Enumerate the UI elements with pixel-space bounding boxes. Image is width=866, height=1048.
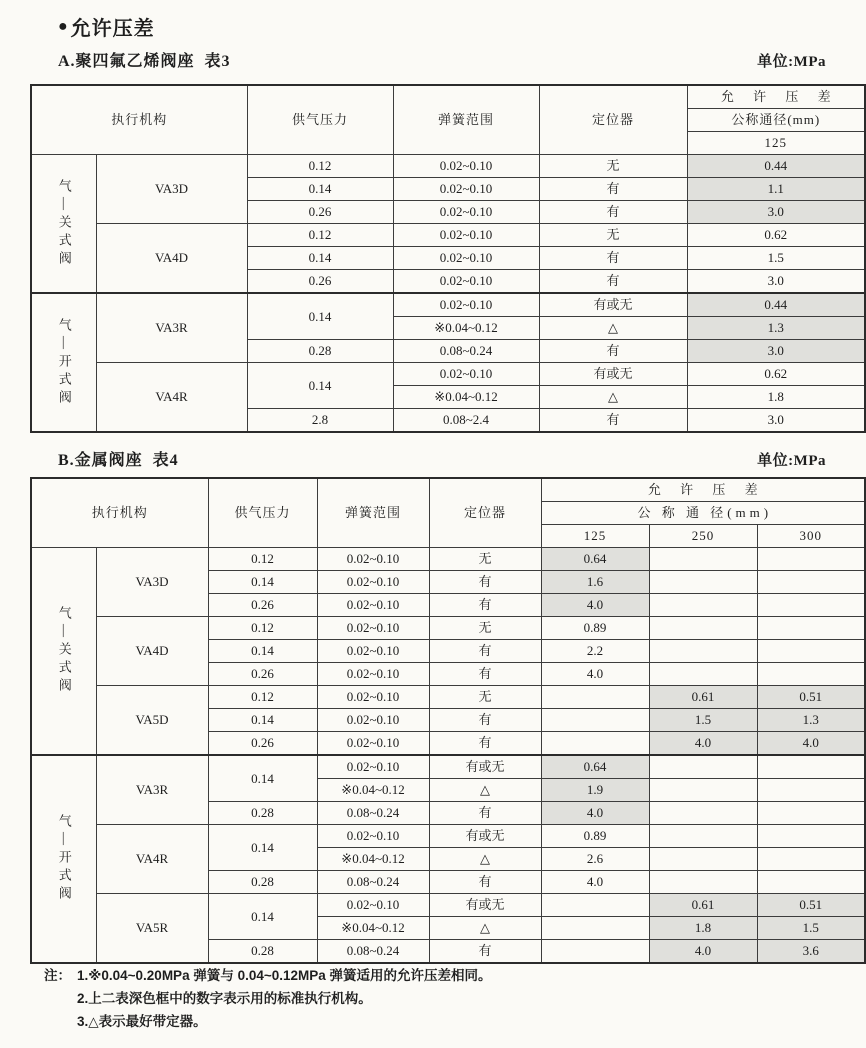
cell-supply: 0.14	[208, 825, 317, 871]
cell-supply: 0.28	[247, 340, 393, 363]
cell-spring: 0.02~0.10	[317, 617, 429, 640]
cell-dp-300	[757, 617, 865, 640]
table-row	[31, 755, 865, 779]
cell-dp-125: 4.0	[541, 663, 649, 686]
cell-positioner: 有	[539, 247, 687, 270]
cell-spring: 0.08~0.24	[317, 940, 429, 964]
cell-dp-300: 1.3	[757, 709, 865, 732]
table-row	[31, 825, 865, 848]
table-a-caption: A.聚四氟乙烯阀座 表3	[58, 53, 231, 70]
cell-dp-250	[649, 825, 757, 848]
cell-positioner: 无	[429, 617, 541, 640]
notes-label: 注：	[44, 968, 71, 983]
cell-dp-250: 1.5	[649, 709, 757, 732]
cell-dp-125: 4.0	[541, 802, 649, 825]
cell-dp-300	[757, 594, 865, 617]
table-metal-seat	[30, 477, 866, 964]
cell-supply: 0.12	[247, 224, 393, 247]
header-nominal-dn: 公称通径(mm)	[687, 109, 865, 132]
cell-supply: 0.14	[247, 363, 393, 409]
table-row	[31, 894, 865, 917]
header-dn-250: 250	[649, 525, 757, 548]
cell-dp-300	[757, 663, 865, 686]
header-actuator: 执行机构	[31, 85, 247, 155]
group-air-to-open: 气—开式阀	[31, 293, 96, 432]
cell-dp-300	[757, 755, 865, 779]
header-allowed-dp: 允 许 压 差	[687, 85, 865, 109]
cell-dp-300	[757, 871, 865, 894]
model-va3d: VA3D	[96, 548, 208, 617]
model-va5d: VA5D	[96, 686, 208, 756]
table-row	[31, 548, 865, 571]
cell-supply: 0.14	[208, 571, 317, 594]
cell-dp-125: 1.5	[687, 247, 865, 270]
cell-positioner: 有	[429, 940, 541, 964]
cell-dp-125	[541, 732, 649, 756]
header-actuator: 执行机构	[31, 478, 208, 548]
table-b-caption: B.金属阀座 表4	[58, 452, 179, 469]
cell-supply: 0.26	[208, 663, 317, 686]
cell-dp-300	[757, 802, 865, 825]
cell-dp-125	[541, 686, 649, 709]
header-spring-range: 弹簧范围	[317, 478, 429, 548]
cell-dp-250: 1.8	[649, 917, 757, 940]
cell-spring: 0.02~0.10	[393, 247, 539, 270]
table-row	[31, 155, 865, 178]
cell-spring: 0.08~2.4	[393, 409, 539, 433]
bullet-icon: ●	[58, 17, 69, 35]
cell-positioner: 无	[539, 224, 687, 247]
model-va4r: VA4R	[96, 825, 208, 894]
cell-spring: 0.02~0.10	[393, 224, 539, 247]
cell-dp-250	[649, 779, 757, 802]
cell-dp-125	[541, 894, 649, 917]
cell-spring: 0.02~0.10	[393, 178, 539, 201]
cell-positioner: 有	[429, 732, 541, 756]
cell-spring: 0.02~0.10	[317, 663, 429, 686]
header-positioner: 定位器	[539, 85, 687, 155]
cell-positioner: 无	[429, 548, 541, 571]
table-row	[31, 224, 865, 247]
cell-dp-125: 3.0	[687, 270, 865, 294]
cell-spring: 0.08~0.24	[317, 871, 429, 894]
cell-dp-125	[541, 709, 649, 732]
cell-supply: 0.28	[208, 940, 317, 964]
cell-supply: 0.14	[208, 709, 317, 732]
cell-positioner: △	[539, 317, 687, 340]
model-va5r: VA5R	[96, 894, 208, 964]
cell-dp-300	[757, 571, 865, 594]
cell-spring: 0.02~0.10	[317, 548, 429, 571]
cell-dp-125: 2.2	[541, 640, 649, 663]
cell-dp-250: 0.61	[649, 894, 757, 917]
cell-supply: 2.8	[247, 409, 393, 433]
cell-dp-125: 0.89	[541, 617, 649, 640]
header-supply-pressure: 供气压力	[247, 85, 393, 155]
cell-supply: 0.14	[247, 247, 393, 270]
cell-spring: 0.02~0.10	[393, 293, 539, 317]
table-a-caption-row	[58, 48, 826, 71]
cell-positioner: 有	[539, 178, 687, 201]
cell-supply: 0.14	[208, 755, 317, 802]
note-item-1: 1.※0.04~0.20MPa 弹簧与 0.04~0.12MPa 弹簧适用的允许压差相同。	[77, 968, 492, 983]
cell-dp-300	[757, 640, 865, 663]
cell-supply: 0.26	[247, 270, 393, 294]
cell-dp-250	[649, 617, 757, 640]
cell-spring: 0.02~0.10	[393, 363, 539, 386]
cell-spring: 0.02~0.10	[317, 894, 429, 917]
cell-spring: 0.02~0.10	[393, 201, 539, 224]
cell-supply: 0.14	[208, 894, 317, 940]
cell-positioner: 有或无	[539, 363, 687, 386]
note-item-2: 2.上二表深色框中的数字表示用的标准执行机构。	[77, 991, 372, 1006]
cell-dp-125: 4.0	[541, 594, 649, 617]
cell-spring: 0.08~0.24	[317, 802, 429, 825]
footnotes	[44, 964, 836, 1033]
cell-dp-250	[649, 640, 757, 663]
table-b-unit-label: 单位:MPa	[757, 453, 826, 469]
cell-supply: 0.28	[208, 871, 317, 894]
cell-spring: 0.02~0.10	[393, 270, 539, 294]
cell-dp-250	[649, 848, 757, 871]
cell-spring: ※0.04~0.12	[317, 917, 429, 940]
header-supply-pressure: 供气压力	[208, 478, 317, 548]
cell-spring: 0.02~0.10	[317, 732, 429, 756]
cell-positioner: 有	[429, 640, 541, 663]
cell-dp-300	[757, 848, 865, 871]
cell-dp-125: 0.64	[541, 548, 649, 571]
cell-positioner: 有	[539, 340, 687, 363]
cell-spring: ※0.04~0.12	[317, 848, 429, 871]
cell-positioner: 有	[429, 871, 541, 894]
header-dn-125: 125	[687, 132, 865, 155]
table-row	[31, 686, 865, 709]
cell-dp-125: 0.62	[687, 224, 865, 247]
cell-dp-300: 4.0	[757, 732, 865, 756]
cell-dp-250	[649, 548, 757, 571]
cell-dp-250: 4.0	[649, 732, 757, 756]
table-row	[31, 293, 865, 317]
header-dn-300: 300	[757, 525, 865, 548]
cell-positioner: 有或无	[429, 755, 541, 779]
cell-dp-125: 0.44	[687, 293, 865, 317]
cell-supply: 0.12	[247, 155, 393, 178]
group-air-to-close: 气—关式阀	[31, 155, 96, 294]
group-air-to-close: 气—关式阀	[31, 548, 96, 756]
cell-dp-125: 1.1	[687, 178, 865, 201]
cell-supply: 0.26	[208, 594, 317, 617]
cell-dp-125: 1.9	[541, 779, 649, 802]
cell-spring: 0.02~0.10	[317, 709, 429, 732]
cell-dp-250: 4.0	[649, 940, 757, 964]
cell-spring: 0.02~0.10	[317, 571, 429, 594]
header-nominal-dn: 公 称 通 径(mm)	[541, 502, 865, 525]
cell-dp-250	[649, 755, 757, 779]
header-spring-range: 弹簧范围	[393, 85, 539, 155]
cell-dp-300: 0.51	[757, 686, 865, 709]
cell-positioner: 有	[429, 571, 541, 594]
cell-dp-125: 1.8	[687, 386, 865, 409]
cell-spring: 0.02~0.10	[317, 825, 429, 848]
header-positioner: 定位器	[429, 478, 541, 548]
model-va3d: VA3D	[96, 155, 247, 224]
cell-supply: 0.12	[208, 686, 317, 709]
model-va3r: VA3R	[96, 293, 247, 363]
cell-spring: ※0.04~0.12	[393, 317, 539, 340]
cell-positioner: 有	[429, 594, 541, 617]
cell-dp-125: 0.64	[541, 755, 649, 779]
cell-dp-250	[649, 871, 757, 894]
cell-dp-125: 3.0	[687, 340, 865, 363]
model-va4r: VA4R	[96, 363, 247, 433]
cell-positioner: △	[429, 917, 541, 940]
cell-spring: 0.02~0.10	[317, 640, 429, 663]
cell-positioner: △	[429, 848, 541, 871]
cell-spring: ※0.04~0.12	[393, 386, 539, 409]
cell-positioner: 有	[539, 270, 687, 294]
cell-dp-125: 1.3	[687, 317, 865, 340]
header-dn-125: 125	[541, 525, 649, 548]
cell-positioner: △	[539, 386, 687, 409]
cell-dp-300: 3.6	[757, 940, 865, 964]
header-allowed-dp: 允 许 压 差	[541, 478, 865, 502]
cell-dp-250	[649, 594, 757, 617]
table-row	[31, 363, 865, 386]
note-item-3: 3.△表示最好带定器。	[77, 1014, 207, 1029]
cell-positioner: △	[429, 779, 541, 802]
cell-dp-125: 2.6	[541, 848, 649, 871]
cell-dp-125: 3.0	[687, 409, 865, 433]
cell-dp-250	[649, 571, 757, 594]
cell-dp-125: 0.44	[687, 155, 865, 178]
cell-dp-125: 1.6	[541, 571, 649, 594]
page-title-text: 允许压差	[70, 18, 155, 40]
table-row	[31, 617, 865, 640]
cell-supply: 0.12	[208, 548, 317, 571]
cell-dp-125	[541, 917, 649, 940]
cell-positioner: 有	[539, 409, 687, 433]
cell-dp-125: 0.62	[687, 363, 865, 386]
cell-dp-125	[541, 940, 649, 964]
model-va4d: VA4D	[96, 617, 208, 686]
model-va4d: VA4D	[96, 224, 247, 294]
cell-spring: ※0.04~0.12	[317, 779, 429, 802]
cell-supply: 0.14	[247, 178, 393, 201]
cell-dp-300: 1.5	[757, 917, 865, 940]
group-air-to-open: 气—开式阀	[31, 755, 96, 963]
page-title	[58, 12, 155, 41]
cell-spring: 0.02~0.10	[393, 155, 539, 178]
cell-dp-300	[757, 779, 865, 802]
cell-dp-125: 0.89	[541, 825, 649, 848]
cell-dp-300	[757, 825, 865, 848]
cell-spring: 0.02~0.10	[317, 755, 429, 779]
cell-spring: 0.08~0.24	[393, 340, 539, 363]
cell-dp-125: 4.0	[541, 871, 649, 894]
cell-supply: 0.26	[208, 732, 317, 756]
table-b-caption-row	[58, 447, 826, 470]
table-ptfe-seat	[30, 84, 866, 433]
cell-dp-300: 0.51	[757, 894, 865, 917]
cell-dp-250	[649, 802, 757, 825]
cell-positioner: 有或无	[429, 894, 541, 917]
cell-positioner: 无	[429, 686, 541, 709]
cell-supply: 0.14	[247, 293, 393, 340]
cell-positioner: 有	[429, 663, 541, 686]
table-a-unit-label: 单位:MPa	[757, 54, 826, 70]
notes-list	[77, 964, 492, 1033]
cell-supply: 0.14	[208, 640, 317, 663]
cell-positioner: 有	[429, 802, 541, 825]
cell-supply: 0.12	[208, 617, 317, 640]
cell-dp-250	[649, 663, 757, 686]
cell-dp-125: 3.0	[687, 201, 865, 224]
cell-supply: 0.26	[247, 201, 393, 224]
cell-positioner: 有	[429, 709, 541, 732]
cell-spring: 0.02~0.10	[317, 594, 429, 617]
cell-dp-300	[757, 548, 865, 571]
model-va3r: VA3R	[96, 755, 208, 825]
cell-dp-250: 0.61	[649, 686, 757, 709]
cell-positioner: 有或无	[539, 293, 687, 317]
cell-positioner: 无	[539, 155, 687, 178]
cell-positioner: 有	[539, 201, 687, 224]
cell-positioner: 有或无	[429, 825, 541, 848]
cell-supply: 0.28	[208, 802, 317, 825]
cell-spring: 0.02~0.10	[317, 686, 429, 709]
